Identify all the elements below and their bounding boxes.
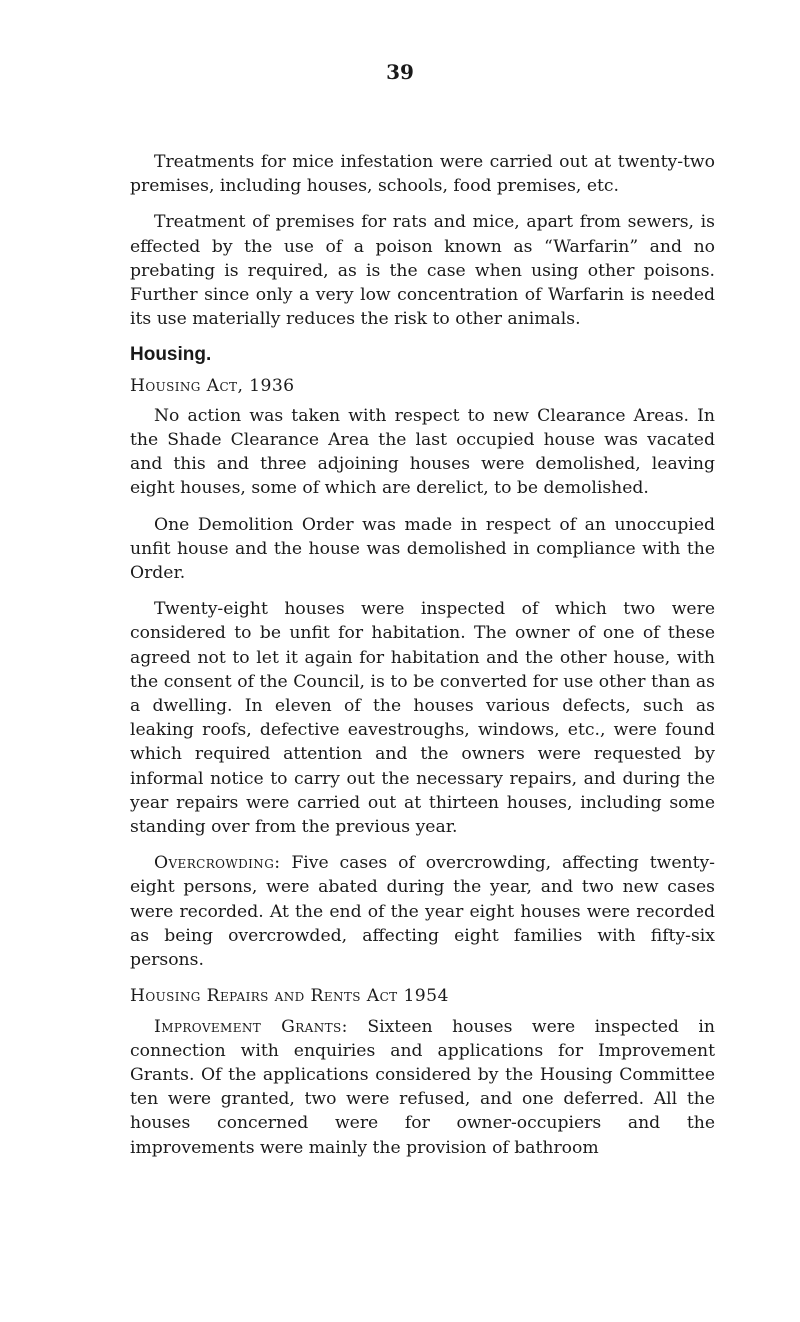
paragraph-mice-treatment: Treatments for mice infestation were carried out at twenty-two premises, including houses, schools, food premises, etc. bbox=[130, 152, 715, 197]
paragraph-overcrowding bbox=[130, 851, 715, 972]
overcrowding-text: Five cases of overcrowding, affecting twenty-eight persons, were abated during the year, and two new cases were recorded. At the end of the year eight houses were recorded as being overcrowded, affecting eight families with fifty-six persons. bbox=[130, 853, 715, 971]
run-in-overcrowding: Overcrowding: bbox=[154, 853, 281, 874]
paragraph-improvement-grants bbox=[130, 1015, 715, 1160]
subheading-housing-act-1936: Housing Act, 1936 bbox=[130, 375, 295, 396]
section-heading-housing: Housing. bbox=[130, 344, 212, 366]
paragraph-houses-inspected: Twenty-eight houses were inspected of which two were considered to be unfit for habitation. The owner of one of these agreed not to let it again for habitation and the other house, with the consent of the Council, is to be converted for use other than as a dwelling. In eleven of the houses various defects, such as leaking roofs, defective eavestroughs, windows, etc., were found which required attention and the owners were requested by informal notice to carry out the necessary repairs, and during the year repairs were carried out at thirteen houses, including some standing over from the previous year. bbox=[130, 599, 715, 838]
document-body bbox=[130, 150, 715, 1172]
paragraph-warfarin: Treatment of premises for rats and mice, apart from sewers, is effected by the use of a poison known as “Warfarin” and no prebating is required, as is the case when using other poisons. Further since only a very low concentration of Warfarin is needed its use materially reduces the risk to other animals. bbox=[130, 212, 715, 330]
improvement-grants-text: Sixteen houses were inspected in connection with enquiries and applications for Improvement Grants. Of the applications considered by the Housing Committee ten were granted, two were refused, and one deferred. All the houses concerned were for owner-occupiers and the improvements were mainly the provision of bathroom bbox=[130, 1016, 715, 1158]
paragraph-clearance-areas: No action was taken with respect to new Clearance Areas. In the Shade Clearance Area the last occupied house was vacated and this and three adjoining houses were demolished, leaving eight houses, some of which are derelict, to be demolished. bbox=[130, 405, 715, 499]
run-in-improvement-grants: Improvement Grants: bbox=[154, 1016, 348, 1037]
page-number: 39 bbox=[386, 60, 414, 84]
subheading-repairs-rents-act-1954: Housing Repairs and Rents Act 1954 bbox=[130, 986, 449, 1007]
paragraph-demolition-order: One Demolition Order was made in respect of an unoccupied unfit house and the house was demolished in compliance with the Order. bbox=[130, 514, 715, 584]
